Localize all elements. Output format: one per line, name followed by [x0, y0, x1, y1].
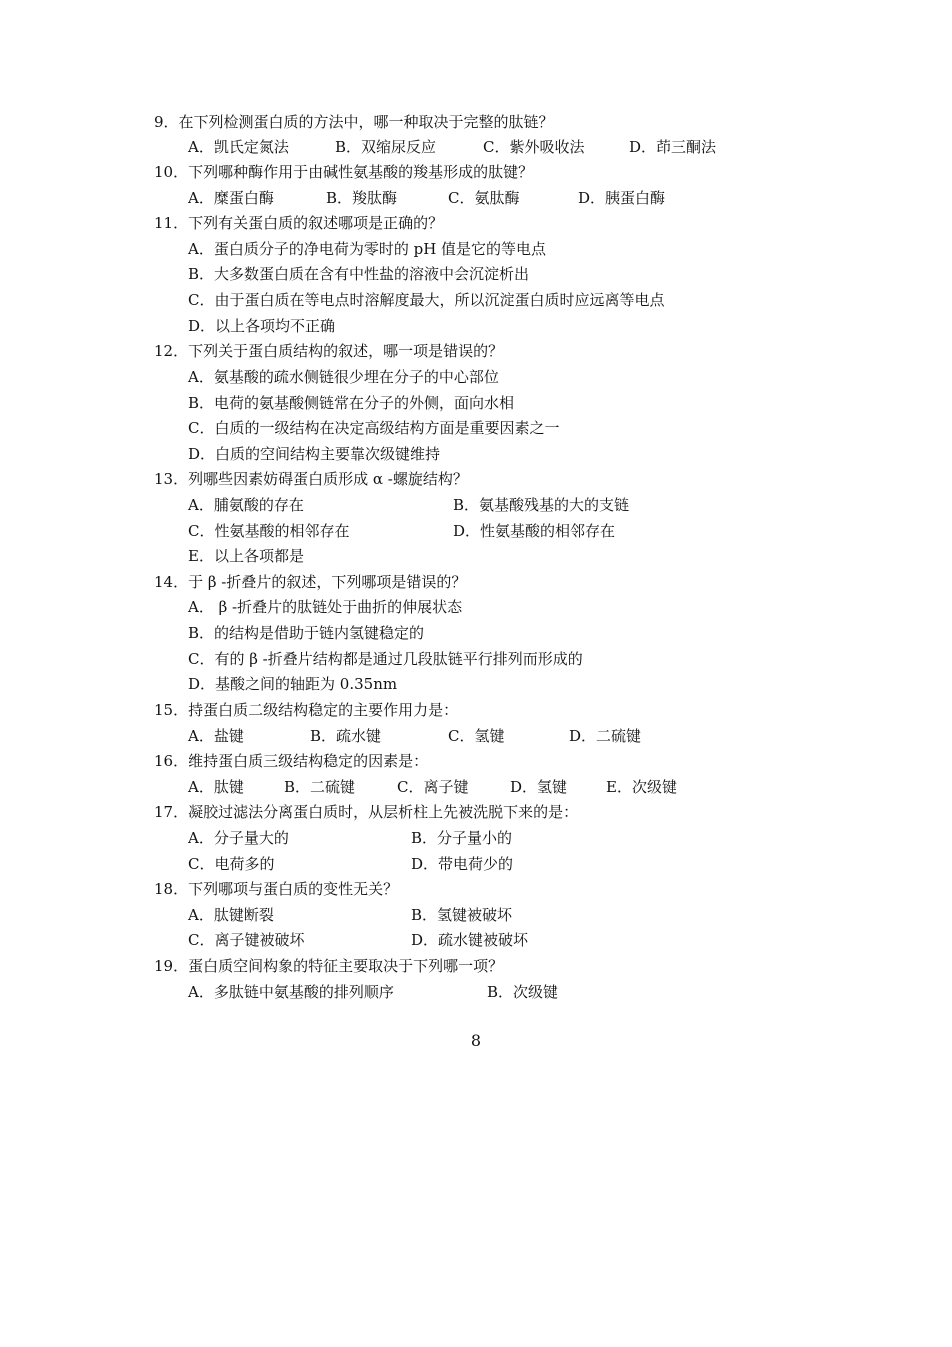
question-17-option-a: A．分子量大的	[188, 829, 289, 847]
question-15-options	[0, 726, 952, 746]
question-15-option-a: A．盐键	[188, 727, 244, 745]
question-15-stem: 15．持蛋白质二级结构稳定的主要作用力是：	[154, 701, 459, 719]
question-12-option-a: A．氨基酸的疏水侧链很少埋在分子的中心部位	[188, 368, 499, 386]
question-12-option-c: C．白质的一级结构在决定高级结构方面是重要因素之一	[188, 419, 560, 437]
question-16-options	[0, 777, 952, 797]
question-11-stem: 11．下列有关蛋白质的叙述哪项是正确的？	[154, 214, 444, 232]
question-15-option-c: C．氢键	[448, 727, 505, 745]
question-18-option-d: D．疏水键被破坏	[411, 931, 529, 949]
question-17-option-d: D．带电荷少的	[411, 855, 514, 873]
question-10-options	[0, 188, 952, 208]
question-13-options-row-2	[0, 521, 952, 541]
question-16-option-a: A．肽键	[188, 778, 244, 796]
question-18-option-a: A．肽键断裂	[188, 906, 274, 924]
question-14-stem: 14．于 β -折叠片的叙述，下列哪项是错误的？	[154, 573, 467, 591]
question-9-option-d: D．茚三酮法	[629, 138, 717, 156]
question-10-option-a: A．糜蛋白酶	[188, 189, 274, 207]
question-9-option-c: C．紫外吸收法	[483, 138, 585, 156]
question-10-option-d: D．胰蛋白酶	[578, 189, 666, 207]
question-17-option-c: C．电荷多的	[188, 855, 275, 873]
question-10-option-b: B．羧肽酶	[326, 189, 398, 207]
question-14-option-d: D．基酸之间的轴距为 0.35nm	[188, 675, 398, 693]
question-11-option-c: C．由于蛋白质在等电点时溶解度最大，所以沉淀蛋白质时应远离等电点	[188, 291, 665, 309]
question-16-option-e: E．次级键	[606, 778, 677, 796]
question-19-option-a: A．多肽链中氨基酸的排列顺序	[188, 983, 394, 1001]
question-11-option-d: D．以上各项均不正确	[188, 317, 336, 335]
question-19-options	[0, 982, 952, 1002]
question-14-option-b: B．的结构是借助于链内氢键稳定的	[188, 624, 425, 642]
question-9-option-b: B．双缩尿反应	[335, 138, 437, 156]
question-18-options-row-2	[0, 930, 952, 950]
question-10-stem: 10．下列哪种酶作用于由碱性氨基酸的羧基形成的肽键？	[154, 163, 534, 181]
question-9-option-a: A．凯氏定氮法	[188, 138, 289, 156]
question-13-stem: 13．列哪些因素妨碍蛋白质形成 α -螺旋结构？	[154, 470, 468, 488]
question-17-stem: 17．凝胶过滤法分离蛋白质时，从层析柱上先被洗脱下来的是：	[154, 803, 579, 821]
question-14-option-a: A． β -折叠片的肽链处于曲折的伸展状态	[188, 598, 463, 616]
question-13-option-e: E．以上各项都是	[188, 547, 304, 565]
question-13-option-b: B．氨基酸残基的大的支链	[453, 496, 630, 514]
question-17-options-row-2	[0, 854, 952, 874]
question-15-option-d: D．二硫键	[569, 727, 642, 745]
question-11-option-b: B．大多数蛋白质在含有中性盐的溶液中会沉淀析出	[188, 265, 530, 283]
question-13-option-d: D．性氨基酸的相邻存在	[453, 522, 616, 540]
page-number: 8	[470, 1031, 482, 1050]
question-9-stem: 9．在下列检测蛋白质的方法中，哪一种取决于完整的肽链？	[154, 113, 554, 131]
question-14-option-c: C．有的 β -折叠片结构都是通过几段肽链平行排列而形成的	[188, 650, 583, 668]
question-13-option-a: A．脯氨酸的存在	[188, 496, 304, 514]
question-16-option-b: B．二硫键	[284, 778, 356, 796]
question-19-stem: 19．蛋白质空间构象的特征主要取决于下列哪一项？	[154, 957, 504, 975]
question-13-option-c: C．性氨基酸的相邻存在	[188, 522, 350, 540]
question-12-option-b: B．电荷的氨基酸侧链常在分子的外侧，面向水相	[188, 394, 515, 412]
question-17-options-row-1	[0, 828, 952, 848]
question-19-option-b: B．次级键	[487, 983, 559, 1001]
question-16-option-d: D．氢键	[510, 778, 568, 796]
question-18-option-b: B．氢键被破坏	[411, 906, 513, 924]
question-11-option-a: A．蛋白质分子的净电荷为零时的 pH 值是它的等电点	[188, 240, 547, 258]
question-9-options	[0, 137, 952, 157]
question-10-option-c: C．氨肽酶	[448, 189, 520, 207]
question-18-stem: 18．下列哪项与蛋白质的变性无关？	[154, 880, 399, 898]
question-18-options-row-1	[0, 905, 952, 925]
question-12-stem: 12．下列关于蛋白质结构的叙述，哪一项是错误的？	[154, 342, 504, 360]
question-18-option-c: C．离子键被破坏	[188, 931, 305, 949]
question-17-option-b: B．分子量小的	[411, 829, 513, 847]
question-16-stem: 16．维持蛋白质三级结构稳定的因素是：	[154, 752, 429, 770]
question-13-options-row-1	[0, 495, 952, 515]
question-12-option-d: D．白质的空间结构主要靠次级键维持	[188, 445, 441, 463]
question-15-option-b: B．疏水键	[310, 727, 382, 745]
question-16-option-c: C．离子键	[397, 778, 469, 796]
